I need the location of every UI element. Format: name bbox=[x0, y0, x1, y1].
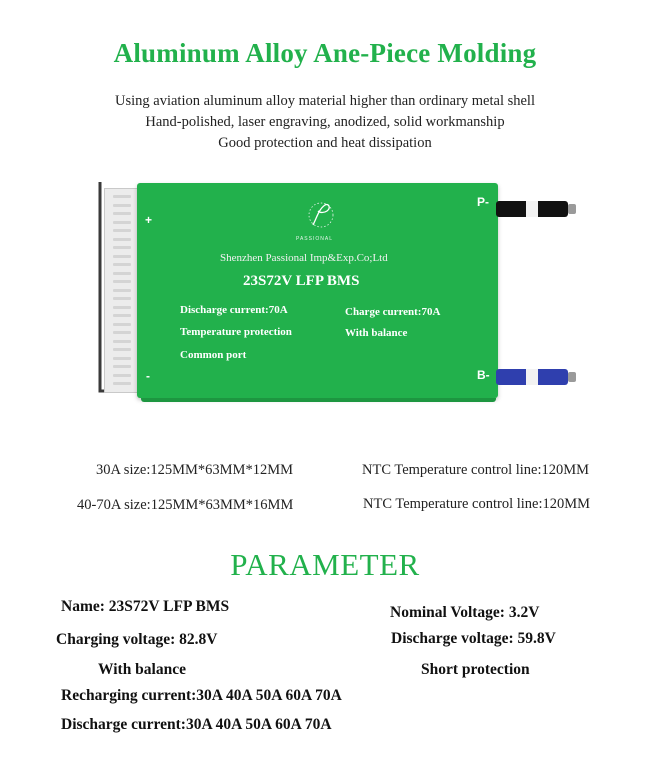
spec-ntc-line-2: NTC Temperature control line:120MM bbox=[363, 496, 591, 512]
param-discharge-voltage: Discharge voltage: 59.8V bbox=[391, 630, 556, 647]
connector-pin bbox=[113, 382, 131, 385]
description-line-1: Using aviation aluminum alloy material higher than ordinary metal shell bbox=[115, 93, 535, 109]
param-name: Name: 23S72V LFP BMS bbox=[61, 598, 230, 615]
param-discharge-current: Discharge current:30A 40A 50A 60A 70A bbox=[61, 716, 332, 733]
passional-logo-icon bbox=[303, 199, 339, 233]
brand-name: PASSIONAL bbox=[296, 236, 333, 242]
feature-common-port: Common port bbox=[180, 349, 247, 361]
feature-charge-current: Charge current:70A bbox=[345, 306, 441, 318]
page-title: Aluminum Alloy Ane-Piece Molding bbox=[113, 38, 537, 68]
connector-pin bbox=[113, 340, 131, 343]
connector-pin bbox=[113, 374, 131, 377]
spec-ntc-line-1: NTC Temperature control line:120MM bbox=[362, 462, 590, 478]
b-minus-marking: B- bbox=[477, 368, 490, 382]
p-minus-marking: P- bbox=[477, 195, 489, 209]
board-model: 23S72V LFP BMS bbox=[243, 273, 360, 289]
connector-pin bbox=[113, 365, 131, 368]
feature-temperature-protection: Temperature protection bbox=[180, 326, 292, 338]
minus-marking: - bbox=[146, 369, 150, 383]
connector-pin bbox=[113, 212, 131, 215]
plus-marking: + bbox=[145, 213, 153, 227]
connector-pin bbox=[113, 246, 131, 249]
connector-pin bbox=[113, 280, 131, 283]
feature-balance: With balance bbox=[345, 327, 408, 339]
spec-30a-size: 30A size:125MM*63MM*12MM bbox=[96, 462, 293, 478]
p-minus-cable bbox=[496, 196, 580, 222]
description-line-3: Good protection and heat dissipation bbox=[218, 135, 432, 151]
connector-pin bbox=[113, 289, 131, 292]
b-minus-cable bbox=[496, 364, 580, 390]
param-charging-voltage: Charging voltage: 82.8V bbox=[56, 631, 218, 648]
connector-pin bbox=[113, 297, 131, 300]
connector-pin bbox=[113, 195, 131, 198]
description-line-2: Hand-polished, laser engraving, anodized, solid workmanship bbox=[145, 114, 505, 130]
connector-pin bbox=[113, 357, 131, 360]
connector-pin bbox=[113, 314, 131, 317]
connector-pin bbox=[113, 255, 131, 258]
board-edge bbox=[141, 398, 496, 402]
feature-discharge-current: Discharge current:70A bbox=[180, 304, 288, 316]
param-balance: With balance bbox=[98, 661, 186, 678]
connector-pin bbox=[113, 306, 131, 309]
connector-pin bbox=[113, 331, 131, 334]
connector-pin bbox=[113, 323, 131, 326]
board-company: Shenzhen Passional Imp&Exp.Co;Ltd bbox=[220, 252, 388, 264]
connector-pin bbox=[113, 238, 131, 241]
connector-pin bbox=[113, 229, 131, 232]
connector-pin bbox=[113, 348, 131, 351]
connector-pin bbox=[113, 263, 131, 266]
param-nominal-voltage: Nominal Voltage: 3.2V bbox=[390, 604, 540, 621]
connector-pin bbox=[113, 272, 131, 275]
connector-pin bbox=[113, 204, 131, 207]
parameter-title: PARAMETER bbox=[230, 547, 420, 582]
param-recharging-current: Recharging current:30A 40A 50A 60A 70A bbox=[61, 687, 342, 704]
connector-pin bbox=[113, 221, 131, 224]
param-short-protection: Short protection bbox=[421, 661, 530, 678]
balance-connector bbox=[104, 188, 140, 393]
spec-40-70a-size: 40-70A size:125MM*63MM*16MM bbox=[77, 497, 294, 513]
